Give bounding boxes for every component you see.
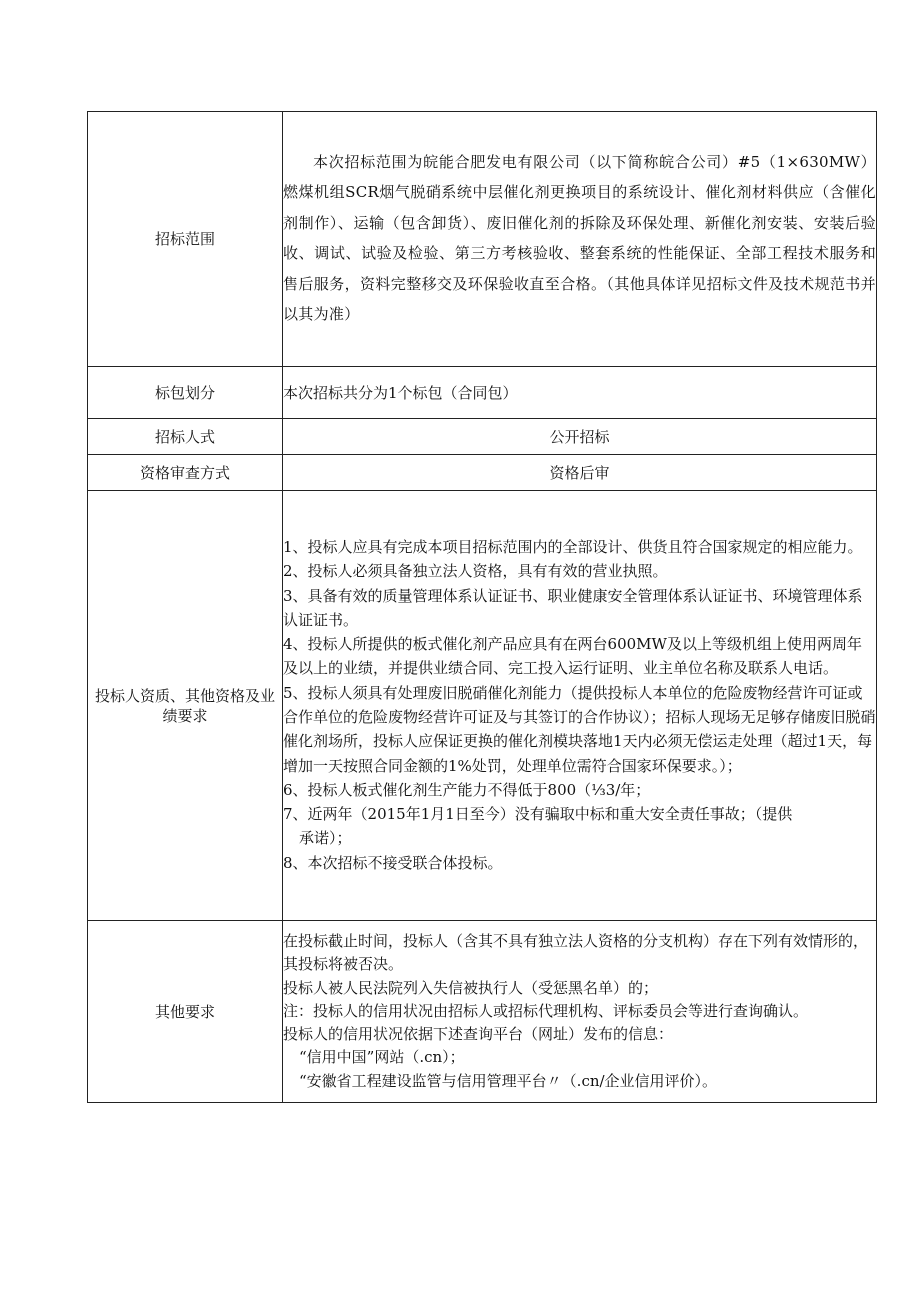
qualification-item-7-line2: 承诺）；	[299, 829, 352, 848]
row-other	[88, 921, 877, 1103]
qualification-item-1: 1、投标人应具有完成本项目招标范围内的全部设计、供货且符合国家规定的相应能力。	[283, 537, 863, 556]
other-line-4: 投标人的信用状况依据下述查询平台（网址）发布的信息：	[283, 1025, 674, 1044]
qualification-label-text: 投标人资质、其他资格及业绩要求	[94, 686, 275, 725]
qualification-list	[283, 534, 876, 877]
other-line-3: 注：投标人的信用状况由招标人或招标代理机构、评标委员会等进行查询确认。	[283, 1001, 809, 1020]
label-scope: 招标范围	[88, 112, 283, 367]
row-package	[88, 367, 877, 419]
content-other	[283, 921, 877, 1103]
qualification-item-8: 8、本次招标不接受联合体投标。	[283, 853, 503, 872]
qualification-item-2: 2、投标人必须具备独立法人资格，具有有效的营业执照。	[283, 562, 668, 581]
other-line-2: 投标人被人民法院列入失信被执行人（受惩黑名单）的；	[283, 978, 659, 997]
other-quote-1: “信用中国”网站（.cn）；	[299, 1048, 465, 1067]
label-method: 招标人式	[88, 419, 283, 455]
tender-info-table	[87, 111, 877, 1103]
qualification-item-6: 6、投标人板式催化剂生产能力不得低于800（⅓3/年；	[283, 780, 651, 799]
method-text: 公开招标	[549, 427, 610, 446]
qualification-item-3: 3、具备有效的质量管理体系认证证书、职业健康安全管理体系认证证书、环境管理体系认证证书。	[283, 586, 863, 629]
label-other: 其他要求	[88, 921, 283, 1103]
label-qualification	[88, 491, 283, 921]
other-quote-2: “安徽省工程建设监管与信用管理平台〃（.cn/企业信用评价）。	[299, 1071, 718, 1090]
content-package	[283, 367, 877, 419]
content-review	[283, 455, 877, 491]
content-qualification	[283, 491, 877, 921]
content-method	[283, 419, 877, 455]
row-review	[88, 455, 877, 491]
other-list	[283, 928, 876, 1095]
row-method	[88, 419, 877, 455]
review-text: 资格后审	[549, 463, 610, 482]
row-scope	[88, 112, 877, 367]
scope-text: 本次招标范围为皖能合肥发电有限公司（以下简称皖合公司）#5（1×630MW）燃煤机组SCR烟气脱硝系统中层催化剂更换项目的系统设计、催化剂材料供应（含催化剂制作）、运输（包含卸货）、废旧催化剂的拆除及环保处理、新催化剂安装、安装后验收、调试、试验及检验、第三方考核验收、整套系统的性能保证、全部工程技术服务和售后服务，资料完整移交及环保验收直至合格。（其他具体详见招标文件及技术规范书并以其为准）	[283, 152, 876, 323]
label-review: 资格审查方式	[88, 455, 283, 491]
qualification-item-4: 4、投标人所提供的板式催化剂产品应具有在两台600MW及以上等级机组上使用两周年及以上的业绩，并提供业绩合同、完工投入运行证明、业主单位名称及联系人电话。	[283, 635, 862, 678]
row-qualification	[88, 491, 877, 921]
other-line-1: 在投标截止时间，投标人（含其不具有独立法人资格的分支机构）存在下列有效情形的，其投标将被否决。	[283, 931, 869, 974]
qualification-item-7-line1: 7、近两年（2015年1月1日至今）没有骗取中标和重大安全责任事故；（提供	[283, 805, 793, 824]
label-package: 标包划分	[88, 367, 283, 419]
content-scope	[283, 112, 877, 367]
qualification-item-5: 5、投标人须具有处理废旧脱硝催化剂能力（提供投标人本单位的危险废物经营许可证或合作单位的危险废物经营许可证及与其签订的合作协议）；招标人现场无足够存储废旧脱硝催化剂场所，投标人应保证更换的催化剂模块落地1天内必须无偿运走处理（超过1天，每增加一天按照合同金额的1%处罚，处理单位需符合国家环保要求。）；	[283, 683, 876, 775]
package-text: 本次招标共分为1个标包（合同包）	[283, 383, 518, 402]
